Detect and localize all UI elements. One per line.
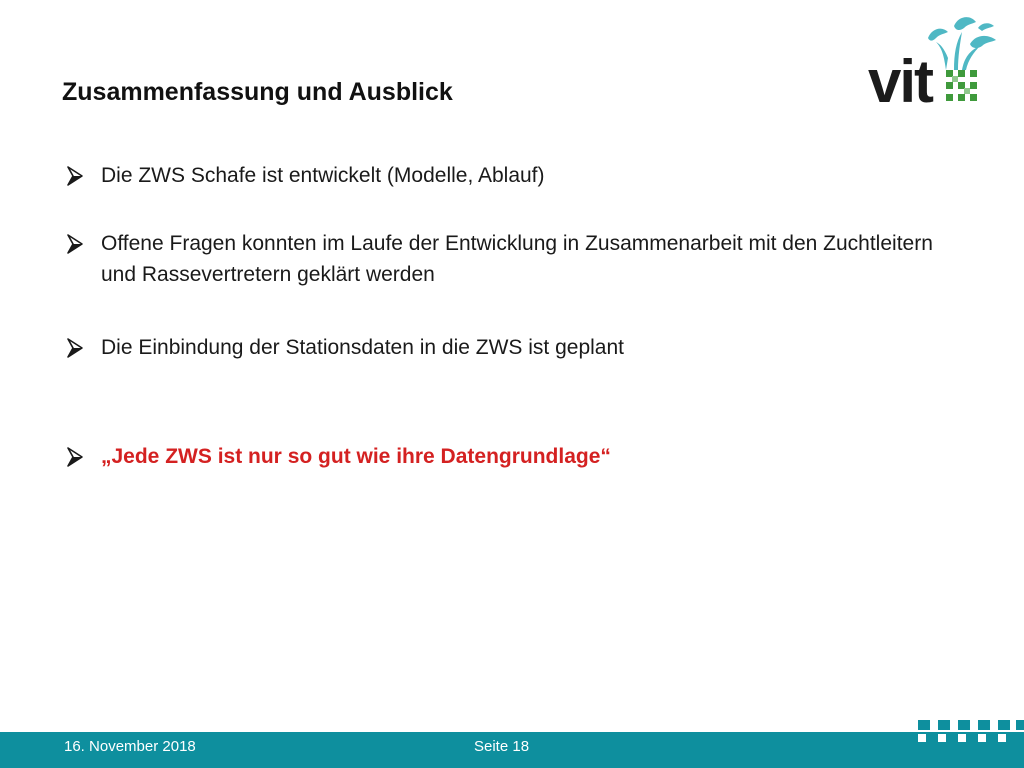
- bullet-item-highlight: [64, 441, 611, 472]
- bullet-text: Offene Fragen konnten im Laufe der Entwicklung in Zusammenarbeit mit den Zuchtleitern und Rassevertretern geklärt werden: [101, 232, 933, 286]
- arrow-bullet-icon: [64, 233, 86, 255]
- footer-date: 16. November 2018: [64, 738, 196, 755]
- vit-logo-icon: [862, 14, 1002, 115]
- animal-heads-icon: [924, 14, 1002, 70]
- bullet-item: [64, 228, 944, 290]
- bullet-text: Die Einbindung der Stationsdaten in die ZWS ist geplant: [101, 336, 624, 359]
- bullet-item: [64, 160, 545, 191]
- bullet-text: Die ZWS Schafe ist entwickelt (Modelle, Ablauf): [101, 164, 545, 187]
- bullet-item: [64, 332, 624, 363]
- slide-title: Zusammenfassung und Ausblick: [62, 78, 453, 106]
- arrow-bullet-icon: [64, 446, 86, 468]
- logo-wordmark: vit: [868, 48, 933, 115]
- logo-blocks-icon: [946, 70, 978, 102]
- bullet-text-quote: „Jede ZWS ist nur so gut wie ihre Datengrundlage“: [101, 445, 611, 468]
- arrow-bullet-icon: [64, 337, 86, 359]
- page-number: Seite 18: [474, 738, 530, 755]
- checker-pattern-icon: [918, 718, 1024, 746]
- arrow-bullet-icon: [64, 165, 86, 187]
